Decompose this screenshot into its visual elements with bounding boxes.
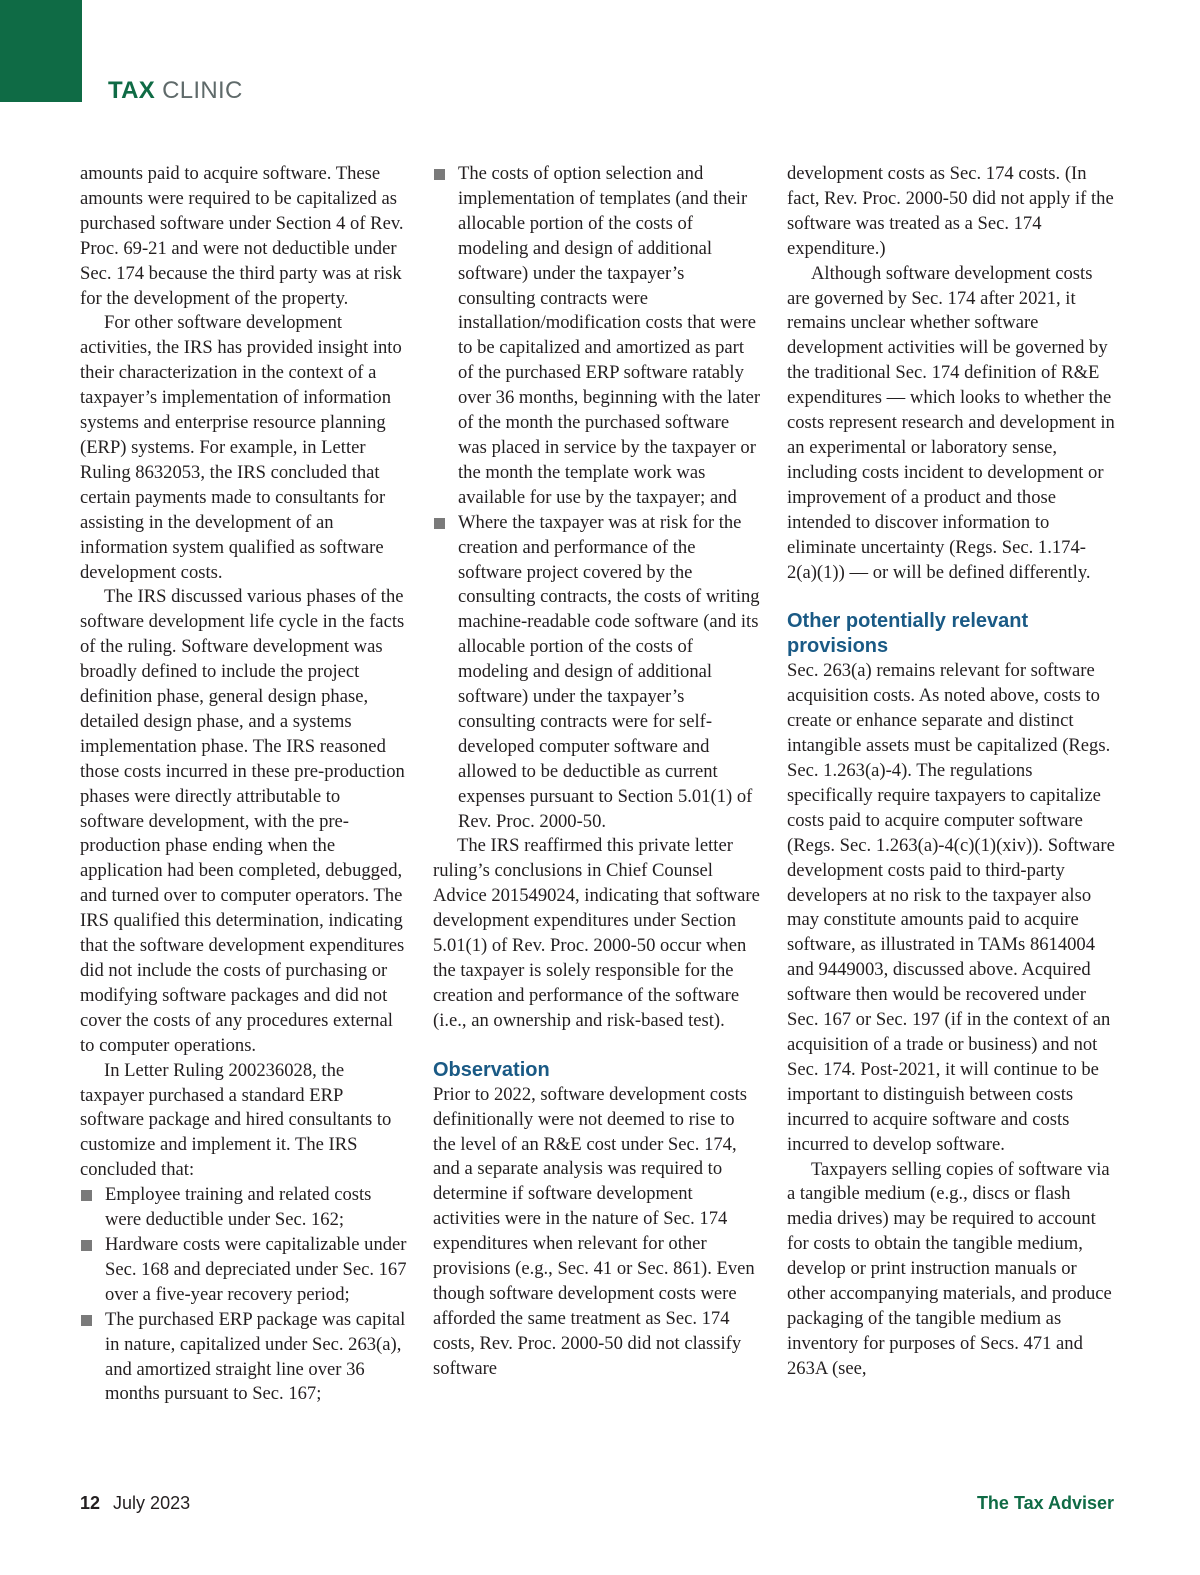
paragraph: In Letter Ruling 200236028, the taxpayer purchased a standard ERP software package and hired consultants to customize and implement it. The IRS concluded that: xyxy=(80,1059,392,1181)
page-footer-left xyxy=(80,1493,190,1514)
paragraph: amounts paid to acquire software. These amounts were required to be capitalized as purchased software under Section 4 of Rev. Proc. 69-21 and were not deductible under Sec. 174 because the third party was at risk for the development of the property. xyxy=(80,163,404,309)
paragraph: The IRS discussed various phases of the software development life cycle in the facts of the ruling. Software development was broadly defined to include the project definition phase, general design phase, detailed design phase, and a systems implementation phase. The IRS reasoned those costs incurred in these pre-production phases were directly attributable to software development, with the pre-production phase ending when the application had been completed, debugged, and turned over to computer operators. The IRS qualified this determination, indicating that the software development expenditures did not include the costs of purchasing or modifying software packages and did not cover the costs of any procedures external to computer operations. xyxy=(80,586,405,1056)
paragraph: The IRS reaffirmed this private letter ruling’s conclusions in Chief Counsel Advice 201549024, indicating that software development expenditures under Section 5.01(1) of Rev. Proc. 2000-50 occur when the taxpayer is solely responsible for the creation and performance of the software (i.e., an ownership and risk-based test). xyxy=(433,835,760,1031)
bullet-text: Hardware costs were capitalizable under Sec. 168 and depreciated under Sec. 167 over a five-year recovery period; xyxy=(105,1233,407,1305)
square-bullet-icon xyxy=(434,169,445,180)
column-1 xyxy=(80,162,408,1407)
corner-accent-block xyxy=(0,0,82,102)
section-label-light: CLINIC xyxy=(162,77,243,104)
paragraph: development costs as Sec. 174 costs. (In fact, Rev. Proc. 2000-50 did not apply if the software was treated as a Sec. 174 expenditure.) xyxy=(787,163,1114,259)
page-number: 12 xyxy=(80,1493,101,1513)
bullet-item xyxy=(433,162,761,511)
section-heading-observation: Observation xyxy=(433,1058,550,1081)
publication-name: The Tax Adviser xyxy=(976,1493,1114,1513)
square-bullet-icon xyxy=(81,1315,92,1326)
section-label xyxy=(108,76,243,106)
issue-date: July 2023 xyxy=(113,1493,191,1513)
bullet-text: The purchased ERP package was capital in nature, capitalized under Sec. 263(a), and amortized straight line over 36 months pursuant to Sec. 167; xyxy=(105,1308,406,1405)
column-2 xyxy=(433,162,761,1382)
bullet-text: Where the taxpayer was at risk for the creation and performance of the software project covered by the consulting contracts, the costs of writing machine-readable code software (and its allocable portion of the costs of modeling and design of additional software) under the taxpayer’s consulting contracts were for self-developed computer software and allowed to be deductible as current expenses pursuant to Section 5.01(1) of Rev. Proc. 2000-50. xyxy=(458,511,760,832)
bullet-item xyxy=(80,1183,408,1233)
square-bullet-icon xyxy=(434,518,445,529)
bullet-item xyxy=(80,1308,408,1408)
bullet-text: The costs of option selection and implementation of templates (and their allocable portion of the costs of modeling and design of additional software) under the taxpayer’s consulting contracts were installation/modification costs that were to be capitalized and amortized as part of the purchased ERP software ratably over 36 months, beginning with the later of the month the purchased software was placed in service by the taxpayer or the month the template work was available for use by the taxpayer; and xyxy=(458,163,761,508)
bullet-item xyxy=(433,511,761,835)
section-label-bold: TAX xyxy=(108,77,156,104)
square-bullet-icon xyxy=(81,1240,92,1251)
column-3 xyxy=(787,162,1115,1382)
paragraph: For other software development activities, the IRS has provided insight into their characterization in the context of a taxpayer’s implementation of information systems and enterprise resource planning (ERP) systems. For example, in Letter Ruling 8632053, the IRS concluded that certain payments made to consultants for assisting in the development of an information system qualified as software development costs. xyxy=(80,312,402,583)
bullet-item xyxy=(80,1233,408,1308)
paragraph: Taxpayers selling copies of software via a tangible medium (e.g., discs or flash media drives) may be required to account for costs to obtain the tangible medium, develop or print instruction manuals or other accompanying materials, and produce packaging of the tangible medium as inventory for purposes of Secs. 471 and 263A (see, xyxy=(787,1158,1112,1379)
paragraph: Sec. 263(a) remains relevant for software acquisition costs. As noted above, costs to create or enhance separate and distinct intangible assets must be capitalized (Regs. Sec. 1.263(a)-4). The regulations specifically require taxpayers to capitalize costs paid to acquire computer software (Regs. Sec. 1.263(a)-4(c)(1)(xiv)). Software development costs paid to third-party developers at no risk to the taxpayer also may constitute amounts paid to acquire software, as illustrated in TAMs 8614004 and 9449003, discussed above. Acquired software then would be recovered under Sec. 167 or Sec. 197 (if in the context of an acquisition of a trade or business) and not Sec. 174. Post-2021, it will continue to be important to distinguish between costs incurred to acquire software and costs incurred to develop software. xyxy=(787,660,1115,1155)
paragraph: Although software development costs are governed by Sec. 174 after 2021, it remains unclear whether software development activities will be governed by the traditional Sec. 174 definition of R&E expenditures — which looks to whether the costs represent research and development in an experimental or laboratory sense, including costs incident to development or improvement of a product and those intended to discover information to eliminate uncertainty (Regs. Sec. 1.174-2(a)(1)) — or will be defined differently. xyxy=(787,262,1115,583)
paragraph: Prior to 2022, software development costs definitionally were not deemed to rise to the level of an R&E cost under Sec. 174, and a separate analysis was required to determine if software development activities were in the nature of Sec. 174 expenditures when relevant for other provisions (e.g., Sec. 41 or Sec. 861). Even though software development costs were afforded the same treatment as Sec. 174 costs, Rev. Proc. 2000-50 did not classify software xyxy=(433,1083,755,1379)
section-heading-other-provisions: Other potentially relevant provisions xyxy=(787,610,1029,658)
square-bullet-icon xyxy=(81,1190,92,1201)
bullet-text: Employee training and related costs were deductible under Sec. 162; xyxy=(105,1184,372,1231)
